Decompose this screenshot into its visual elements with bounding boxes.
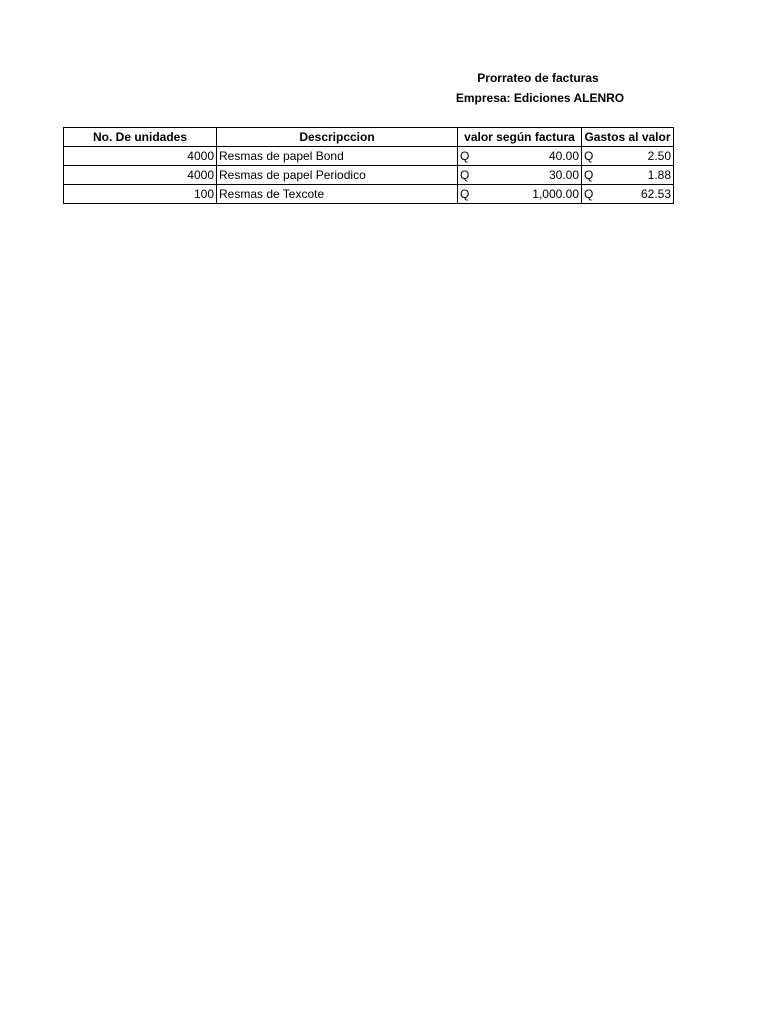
cell-invoice-value[interactable] [458, 166, 582, 185]
header-expenses[interactable]: Gastos al valor [582, 128, 674, 147]
amount: 2.50 [647, 149, 671, 163]
cell-units[interactable]: 100 [64, 185, 217, 204]
table-row [64, 166, 674, 185]
cell-expenses[interactable] [582, 166, 674, 185]
currency-symbol: Q [460, 149, 470, 163]
header-units[interactable]: No. De unidades [64, 128, 217, 147]
cell-expenses[interactable] [582, 147, 674, 166]
cell-expenses[interactable] [582, 185, 674, 204]
cell-description[interactable]: Resmas de papel Periodico [217, 166, 458, 185]
document-title: Prorrateo de facturas [477, 71, 599, 85]
company-line: Empresa: Ediciones ALENRO [455, 91, 625, 105]
amount: 30.00 [548, 168, 579, 182]
header-invoice-value[interactable]: valor según factura [458, 128, 582, 147]
currency-symbol: Q [460, 168, 470, 182]
amount: 40.00 [548, 149, 579, 163]
amount: 1,000.00 [532, 187, 579, 201]
cell-invoice-value[interactable] [458, 147, 582, 166]
proration-table [63, 127, 674, 204]
cell-units[interactable]: 4000 [64, 147, 217, 166]
table-header-row [64, 128, 674, 147]
currency-symbol: Q [460, 187, 470, 201]
cell-units[interactable]: 4000 [64, 166, 217, 185]
cell-description[interactable]: Resmas de Texcote [217, 185, 458, 204]
cell-description[interactable]: Resmas de papel Bond [217, 147, 458, 166]
amount: 1.88 [647, 168, 671, 182]
cell-invoice-value[interactable] [458, 185, 582, 204]
amount: 62.53 [640, 187, 671, 201]
table-row [64, 147, 674, 166]
currency-symbol: Q [584, 187, 594, 201]
currency-symbol: Q [584, 168, 594, 182]
currency-symbol: Q [584, 149, 594, 163]
table-row [64, 185, 674, 204]
header-description[interactable]: Descripccion [217, 128, 458, 147]
